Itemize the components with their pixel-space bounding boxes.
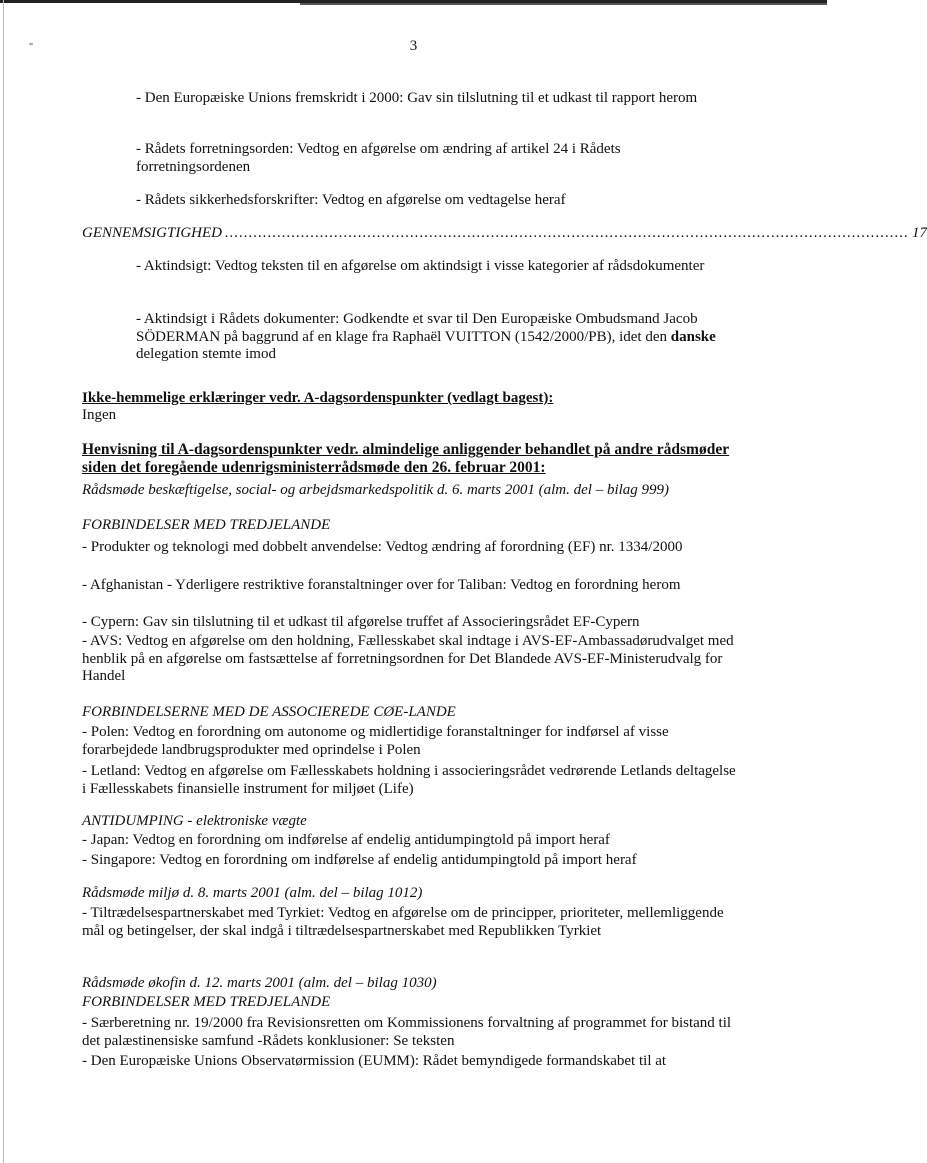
council-3-title: Rådsmøde økofin d. 12. marts 2001 (alm. del – bilag 1030) bbox=[82, 975, 437, 991]
council-1-item-1: - Produkter og teknologi med dobbelt anvendelse: Vedtog ændring af forordning (EF) nr. 1334/2000 bbox=[82, 539, 683, 555]
references-heading: Henvisning til A-dagsordenspunkter vedr. almindelige anliggender behandlet på andre rådsmøder siden det foregående udenrigsministerrådsmøde den 26. februar 2001: bbox=[82, 441, 730, 476]
council-1-item-4: - AVS: Vedtog en afgørelse om den holdning, Fællesskabet skal indtage i AVS-EF-Ambassadørudvalget med henblik på en afgørelse om fastsættelse af forretningsordnen for Det Blandede AVS-EF-Ministerudvalg for Handel bbox=[82, 633, 734, 684]
council-3-section: FORBINDELSER MED TREDJELANDE bbox=[82, 994, 331, 1010]
top-list-item-2: - Rådets forretningsorden: Vedtog en afgørelse om ændring af artikel 24 i Rådets forretningsordenen bbox=[136, 141, 621, 175]
antidumping-item-1: - Japan: Vedtog en forordning om indførelse af endelig antidumpingtold på import heraf bbox=[82, 832, 610, 848]
council-3-item-1: - Særberetning nr. 19/2000 fra Revisionsretten om Kommissionens forvaltning af programmet for bistand til det palæstinensiske samfund -Rådets konklusioner: Se teksten bbox=[82, 1015, 732, 1049]
council-3-item-2: - Den Europæiske Unions Observatørmission (EUMM): Rådet bemyndigede formandskabet til at bbox=[82, 1053, 667, 1069]
scan-edge-top-shadow bbox=[300, 3, 827, 5]
associated-section: FORBINDELSERNE MED DE ASSOCIEREDE CØE-LANDE bbox=[82, 704, 456, 720]
council-2-title: Rådsmøde miljø d. 8. marts 2001 (alm. del – bilag 1012) bbox=[82, 885, 423, 901]
scan-edge-left bbox=[3, 0, 4, 1163]
toc-leader-dots: ................................................................................................................................................ bbox=[225, 225, 909, 241]
toc-title: GENNEMSIGTIGHED bbox=[82, 225, 222, 241]
toc-page-number: 17 bbox=[912, 225, 927, 241]
council-1-title: Rådsmøde beskæftigelse, social- og arbejdsmarkedspolitik d. 6. marts 2001 (alm. del – bilag 999) bbox=[82, 482, 670, 498]
transparency-item-2-tail: delegation stemte imod bbox=[136, 346, 276, 362]
antidumping-item-2: - Singapore: Vedtog en forordning om indførelse af endelig antidumpingtold på import heraf bbox=[82, 852, 637, 868]
top-list-item-3: - Rådets sikkerhedsforskrifter: Vedtog en afgørelse om vedtagelse heraf bbox=[136, 192, 566, 208]
transparency-item-2-bold: danske bbox=[670, 328, 716, 345]
transparency-item-2 bbox=[136, 311, 736, 364]
declarations-heading: Ikke-hemmelige erklæringer vedr. A-dagsordenspunkter (vedlagt bagest): bbox=[82, 390, 554, 406]
council-1-section: FORBINDELSER MED TREDJELANDE bbox=[82, 517, 331, 533]
top-list-item-1: - Den Europæiske Unions fremskridt i 2000: Gav sin tilslutning til et udkast til rapport herom bbox=[136, 90, 698, 106]
toc-entry-transparency bbox=[82, 225, 927, 243]
scan-speck: " bbox=[29, 42, 34, 53]
transparency-item-2-text: - Aktindsigt i Rådets dokumenter: Godkendte et svar til Den Europæiske Ombudsmand Jacob SÖDERMAN på baggrund af en klage fra Raphaël VUITTON (1542/2000/PB), idet den bbox=[136, 311, 698, 345]
council-1-item-2: - Afghanistan - Yderligere restriktive foranstaltninger over for Taliban: Vedtog en forordning herom bbox=[82, 577, 681, 593]
antidumping-section: ANTIDUMPING - elektroniske vægte bbox=[82, 813, 307, 829]
transparency-item-1: - Aktindsigt: Vedtog teksten til en afgørelse om aktindsigt i visse kategorier af rådsdokumenter bbox=[136, 258, 705, 274]
declarations-value: Ingen bbox=[82, 407, 117, 423]
associated-item-1: - Polen: Vedtog en forordning om autonome og midlertidige foranstaltninger for indførsel af visse forarbejdede landbrugsprodukter med oprindelse i Polen bbox=[82, 724, 669, 758]
council-1-item-3: - Cypern: Gav sin tilslutning til et udkast til afgørelse truffet af Associeringsrådet EF-Cypern bbox=[82, 614, 640, 630]
associated-item-2: - Letland: Vedtog en afgørelse om Fællesskabets holdning i associeringsrådet vedrørende Letlands deltagelse i Fællesskabets finansielle instrument for miljøet (Life) bbox=[82, 763, 736, 797]
council-2-item-1: - Tiltrædelsespartnerskabet med Tyrkiet: Vedtog en afgørelse om de principper, prioriteter, mellemliggende mål og betingelser, der skal indgå i tiltrædelsespartnerskabet med Republikken Tyrkiet bbox=[82, 905, 724, 939]
page-number: 3 bbox=[409, 38, 418, 54]
